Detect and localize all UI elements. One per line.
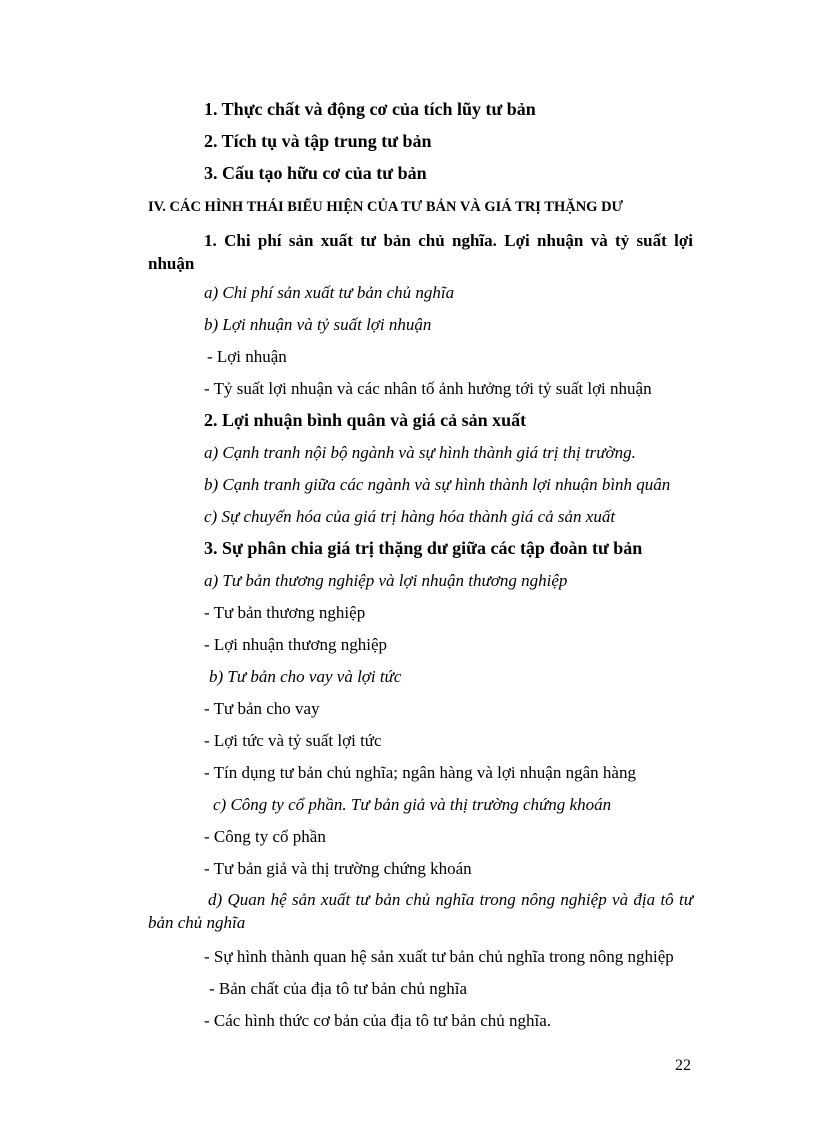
item-profit: - Lợi nhuận [207, 347, 287, 366]
sub-joint-stock: c) Công ty cổ phần. Tư bản giả và thị trường chứng khoán [213, 795, 612, 814]
heading-concentration-centralization: 2. Tích tụ và tập trung tư bản [204, 131, 432, 151]
page-number: 22 [675, 1057, 691, 1074]
item-interest-rate: - Lợi tức và tỷ suất lợi tức [204, 731, 382, 750]
sub-profit-rate: b) Lợi nhuận và tỷ suất lợi nhuận [204, 315, 432, 334]
sub-agriculture-ground-rent: d) Quan hệ sản xuất tư bản chủ nghĩa trong nông nghiệp và địa tô tư bản chủ nghĩa [148, 890, 693, 932]
item-agriculture-relations: - Sự hình thành quan hệ sản xuất tư bản chủ nghĩa trong nông nghiệp [204, 947, 674, 966]
item-credit-banking: - Tín dụng tư bản chủ nghĩa; ngân hàng và lợi nhuận ngân hàng [204, 763, 636, 782]
sub-commercial-capital: a) Tư bản thương nghiệp và lợi nhuận thương nghiệp [204, 571, 568, 590]
item-commercial-capital: - Tư bản thương nghiệp [204, 603, 366, 622]
item-ground-rent-forms: - Các hình thức cơ bản của địa tô tư bản chủ nghĩa. [204, 1011, 552, 1030]
heading-organic-composition: 3. Cấu tạo hữu cơ của tư bản [204, 163, 427, 183]
heading-average-profit: 2. Lợi nhuận bình quân và giá cả sản xuất [204, 410, 527, 430]
item-fictitious-capital: - Tư bản giả và thị trường chứng khoán [204, 859, 472, 878]
item-commercial-profit: - Lợi nhuận thương nghiệp [204, 635, 387, 654]
section-heading-iv: IV. CÁC HÌNH THÁI BIỂU HIỆN CỦA TƯ BẢN VÀ GIÁ TRỊ THẶNG DƯ [148, 199, 624, 215]
sub-inter-industry-competition: b) Cạnh tranh giữa các ngành và sự hình thành lợi nhuận bình quân [204, 475, 671, 494]
item-joint-stock: - Công ty cổ phần [204, 827, 326, 846]
sub-value-transformation: c) Sự chuyển hóa của giá trị hàng hóa thành giá cả sản xuất [204, 507, 616, 526]
sub-intra-industry-competition: a) Cạnh tranh nội bộ ngành và sự hình thành giá trị thị trường. [204, 443, 636, 462]
sub-loan-capital: b) Tư bản cho vay và lợi tức [209, 667, 402, 686]
heading-accumulation-essence: 1. Thực chất và động cơ của tích lũy tư bản [204, 99, 536, 119]
item-profit-rate-factors: - Tỷ suất lợi nhuận và các nhân tố ảnh hưởng tới tỷ suất lợi nhuận [204, 379, 652, 398]
item-loan-capital: - Tư bản cho vay [204, 699, 320, 718]
item-ground-rent-nature: - Bản chất của địa tô tư bản chủ nghĩa [209, 979, 467, 998]
heading-production-cost-profit: 1. Chi phí sản xuất tư bản chủ nghĩa. Lợi nhuận và tỷ suất lợi nhuận [148, 231, 693, 273]
heading-surplus-distribution: 3. Sự phân chia giá trị thặng dư giữa các tập đoàn tư bản [204, 538, 643, 558]
sub-production-cost: a) Chi phí sản xuất tư bản chủ nghĩa [204, 283, 455, 302]
